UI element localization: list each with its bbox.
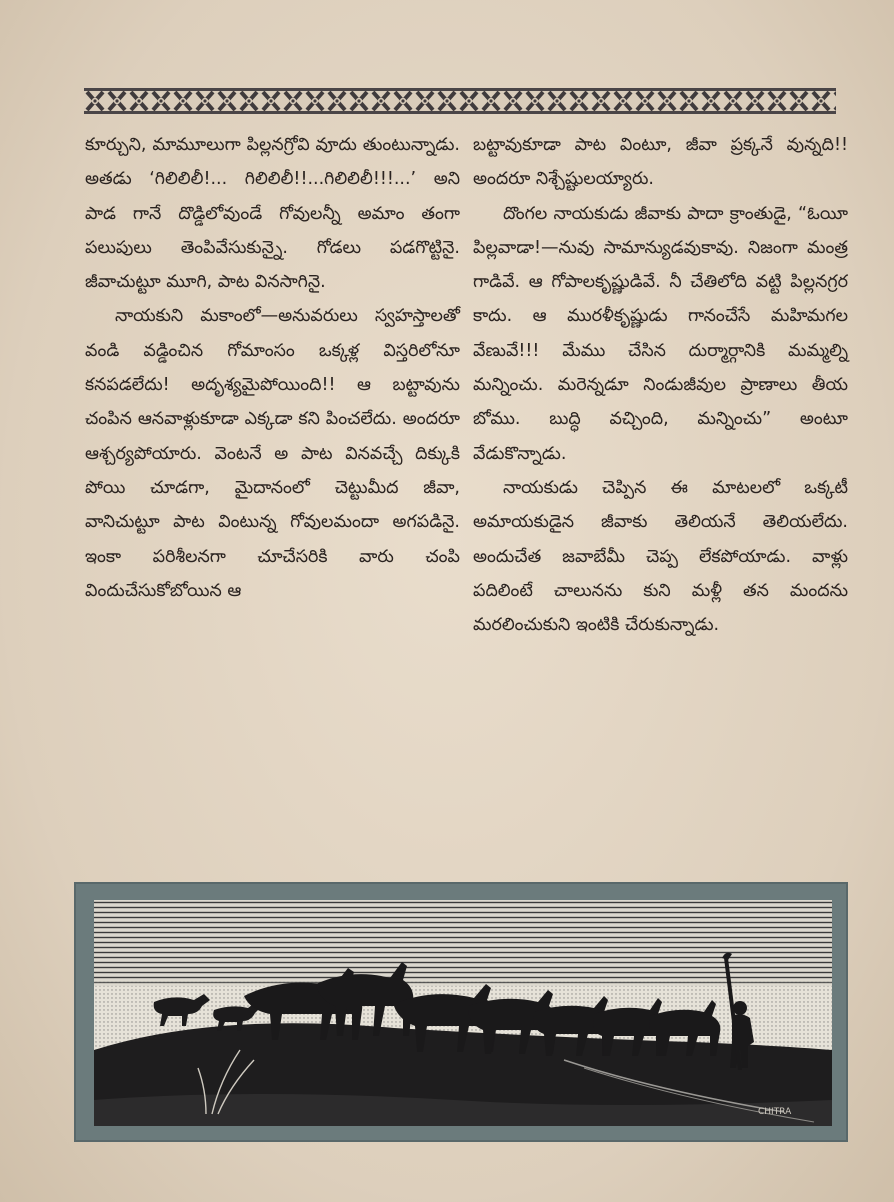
- right-paragraph-3: నాయకుడు చెప్పిన ఈ మాటలలో ఒక్కటీ అమాయకుడైన జీవాకు తెలియనే తెలియలేదు. అందుచేత జవాబేమీ చెప్ప లేకపోయాడు. వాళ్లు పదిలింటే చాలునను కుని మళ్లీ తన మందను మరలించుకుని ఇంటికి చేరుకున్నాడు.: [473, 477, 848, 636]
- left-paragraph-1: కూర్చుని, మామూలుగా పిల్లనగ్రోవి వూదు తుంటున్నాడు. అతడు ‘గిలిలిలీ!... గిలిలిలీ!!...గిలిలిలీ!!!...’ అని పాడ గానే దొడ్డిలోవుండే గోవులన్నీ అమాం తంగా పలుపులు తెంపివేసుకున్నై. గోడలు పడగొట్టినై. జీవాచుట్టూ మూగి, పాట వినసాగినై.: [85, 135, 460, 293]
- left-paragraph-2: నాయకుని మకాంలో—అనువరులు స్వహస్తాలతో వండి వడ్డించిన గోమాంసం ఒక్కళ్ల విస్తరిలోనూ కనపడలేదు! అదృశ్యమైపోయింది!! ఆ బట్టావును చంపిన ఆనవాళ్లుకూడా ఎక్కడా కని పించలేదు. అందరూ ఆశ్చర్యపోయారు. వెంటనే అ పాట వినవచ్చే దిక్కుకి పోయి చూడగా, మైదానంలో చెట్టుమీద జీవా, వానిచుట్టూ పాట వింటున్న గోవులమందా అగపడినై. ఇంకా పరిశీలనగా చూచేసరికి వారు చంపి విందుచేసుకోబోయిన ఆ: [85, 306, 460, 601]
- cattle-herd-illustration: [94, 900, 832, 1126]
- left-text-column: [85, 128, 460, 608]
- right-paragraph-2: దొంగల నాయకుడు జీవాకు పాదా క్రాంతుడై, “ఓయీ పిల్లవాడా!—నువు సామాన్యుడవుకావు. నిజంగా మంత్ర గాడివే. ఆ గోపాలకృష్ణుడివే. నీ చేతిలోది వట్టి పిల్లనగ్రర కాదు. ఆ మురళీకృష్ణుడు గానంచేసే మహిమగల వేణువే!!! మేము చేసిన దుర్మార్గానికి మమ్మల్ని మన్నించు. మరెన్నడూ నిండుజీవుల ప్రాణాలు తీయ బోము. బుద్ధి వచ్చింది, మన్నించు” అంటూ వేడుకొన్నాడు.: [473, 203, 848, 464]
- decorative-border-strip: [84, 88, 836, 114]
- right-paragraph-1: బట్టావుకూడా పాట వింటూ, జీవా ప్రక్కనే వున్నది!! అందరూ నిశ్చేష్టులయ్యారు.: [473, 135, 848, 190]
- right-text-column: [473, 128, 848, 642]
- illustration-frame: [74, 882, 848, 1142]
- artist-signature: CHITRA: [758, 1107, 792, 1117]
